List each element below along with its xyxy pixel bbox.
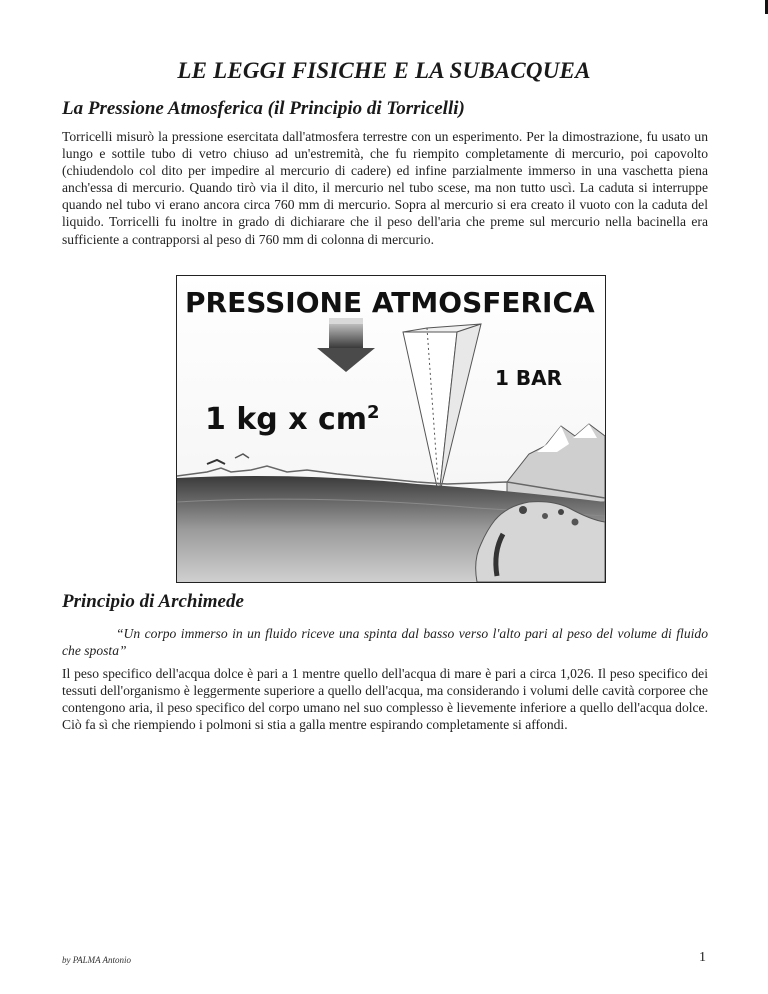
figure-label-exponent: 2 — [367, 402, 380, 423]
archimede-quote: “Un corpo immerso in un fluido riceve una spinta dal basso verso l'alto pari al peso del volume di fluido che sposta” — [62, 626, 708, 659]
figure-atmospheric-pressure — [176, 275, 606, 583]
paragraph-archimede: Il peso specifico dell'acqua dolce è pari a 1 mentre quello dell'acqua di mare è pari a circa 1,026. Il peso specifico dei tessuti dell'organismo è leggermente superiore a quello dell'acqua, ma considerando i volumi delle cavità corporee che contengono aria, il peso specifico del corpo umano nel suo complesso è lievemente inferiore a quello dell'acqua dolce. Ciò fa sì che riempiendo i polmoni si stia a galla mentre espirando completamente si affondi. — [62, 666, 708, 733]
paragraph-torricelli: Torricelli misurò la pressione esercitata dall'atmosfera terrestre con un esperimento. Per la dimostrazione, fu usato un lungo e sottile tubo di vetro chiuso ad un'estremità, che fu riempito completamente di mercurio, poi capovolto (chiudendolo col dito per impedire al mercurio di cadere) ed infine parzialmente immerso in una vaschetta piena anch'essa di mercurio. Quando tirò via il dito, il mercurio nel tubo scese, ma non tutto uscì. La caduta si interruppe quando nel tubo vi erano ancora circa 760 mm di mercurio. Sopra al mercurio si era creato il vuoto con la caduta del liquido. Torricelli fu inoltre in grado di dichiarare che il peso dell'aria che preme sul mercurio nella bacinella era sufficiente a contrapporsi al peso di 760 mm di colonna di mercurio. — [62, 129, 708, 247]
page-title: LE LEGGI FISICHE E LA SUBACQUEA — [177, 58, 591, 83]
figure-label-bar: 1 BAR — [495, 366, 563, 390]
section-heading-torricelli: La Pressione Atmosferica (il Principio di Torricelli) — [62, 98, 465, 119]
figure-label-pressure — [205, 402, 380, 437]
section-heading-archimede: Principio di Archimede — [62, 591, 244, 612]
footer-author: by PALMA Antonio — [62, 955, 132, 965]
figure-label-kg: 1 kg x cm — [205, 402, 368, 437]
figure-title: PRESSIONE ATMOSFERICA — [185, 286, 595, 319]
page-number: 1 — [699, 950, 706, 965]
